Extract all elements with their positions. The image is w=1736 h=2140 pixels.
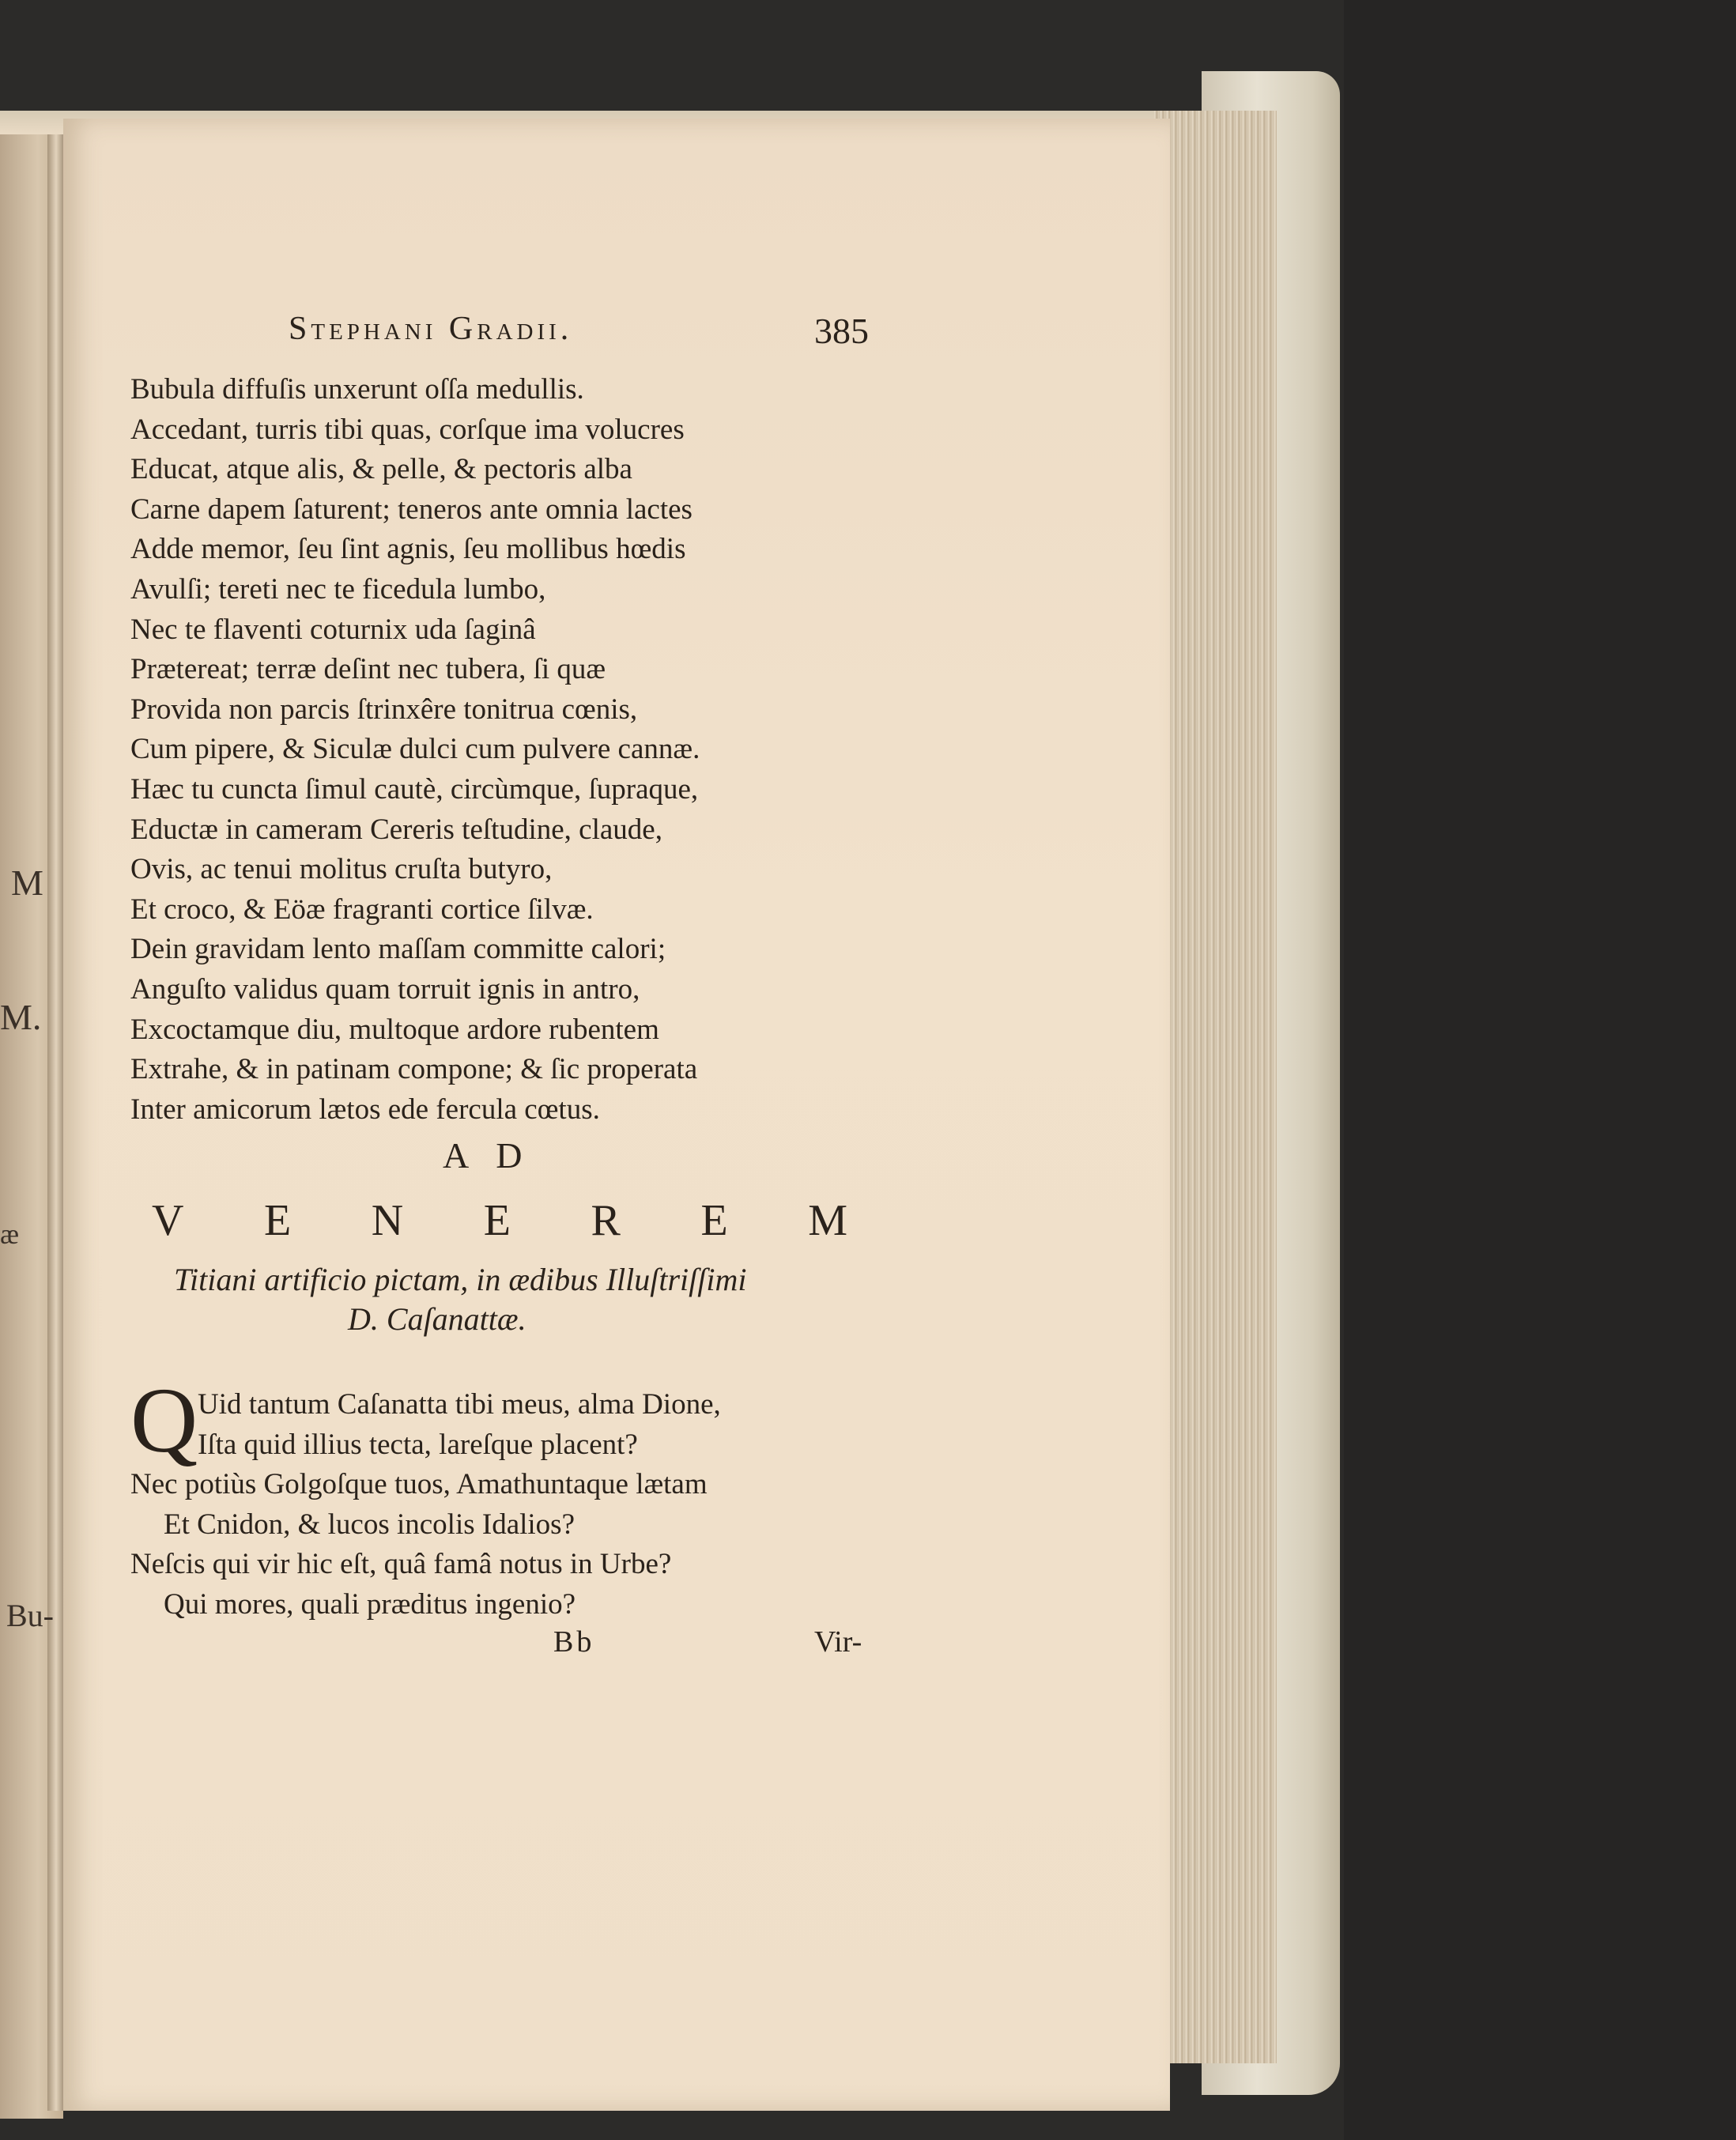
verse-block — [130, 370, 700, 1130]
verse-line: Adde memor, ſeu ſint agnis, ſeu mollibus hœdis — [130, 533, 686, 566]
poem-line: Neſcis qui vir hic eſt, quâ famâ notus in Urbe? — [130, 1548, 672, 1581]
verse-line: Prætereat; terræ deſint nec tubera, ſi quæ — [130, 653, 606, 686]
facing-page-letter: M — [11, 862, 43, 903]
title-letter: E — [483, 1196, 511, 1245]
verse-line: Eductæ in cameram Cereris teſtudine, claude, — [130, 813, 662, 846]
drop-cap: Q — [130, 1368, 198, 1472]
verse-line: Et croco, & Eöæ fragranti cortice ſilvæ. — [130, 893, 594, 926]
poem-line: Et Cnidon, & lucos incolis Idalios? — [164, 1508, 576, 1541]
title-letter: R — [591, 1196, 621, 1245]
page-number: 385 — [814, 311, 869, 351]
verse-line: Extrahe, & in patinam compone; & ſic properata — [130, 1053, 698, 1086]
facing-page-catchword: Bu- — [6, 1598, 54, 1633]
verse-line: Ovis, ac tenui molitus cruſta butyro, — [130, 853, 553, 886]
poem-line: Uid tantum Caſanatta tibi meus, alma Dione, — [198, 1388, 721, 1421]
title-letter: N — [371, 1196, 404, 1245]
title-letter: M — [808, 1196, 847, 1245]
poem-subtitle: D. Caſanattæ. — [348, 1301, 526, 1337]
verse-line: Inter amicorum lætos ede fercula cœtus. — [130, 1093, 600, 1126]
verse-line: Educat, atque alis, & pelle, & pectoris alba — [130, 453, 632, 486]
catchword: Vir- — [814, 1625, 862, 1659]
verse-line: Provida non parcis ſtrinxêre tonitrua cœnis, — [130, 693, 638, 726]
facing-page-letter: M. — [0, 997, 42, 1037]
verse-line: Dein gravidam lento maſſam committe calori; — [130, 933, 666, 966]
verse-line: Avulſi; tereti nec te ficedula lumbo, — [130, 572, 546, 606]
poem-title-ad: AD — [443, 1135, 549, 1176]
verse-line: Nec te flaventi coturnix uda ſaginâ — [130, 613, 536, 646]
poem-line: Nec potiùs Golgoſque tuos, Amathuntaque lætam — [130, 1468, 708, 1501]
verse-line: Accedant, turris tibi quas, corſque ima volucres — [130, 413, 685, 446]
poem-title-venerem — [152, 1195, 847, 1246]
title-letter: E — [700, 1196, 728, 1245]
facing-page-letter: æ — [0, 1218, 20, 1250]
gutter — [47, 119, 65, 2111]
running-head: Stephani Gradii. — [289, 311, 573, 347]
title-letter: E — [264, 1196, 292, 1245]
verse-line: Carne dapem ſaturent; teneros ante omnia lactes — [130, 493, 693, 526]
verse-line: Excoctamque diu, multoque ardore rubentem — [130, 1013, 659, 1046]
elegy-block — [130, 1385, 721, 1625]
signature-mark: Bb — [553, 1625, 595, 1659]
verse-line: Anguſto validus quam torruit ignis in antro, — [130, 972, 640, 1006]
verse-line: Cum pipere, & Siculæ dulci cum pulvere cannæ. — [130, 733, 700, 766]
poem-line: Qui mores, quali præditus ingenio? — [164, 1587, 576, 1621]
poem-line: Iſta quid illius tecta, lareſque placent? — [198, 1428, 638, 1461]
verse-line: Hæc tu cuncta ſimul cautè, circùmque, ſupraque, — [130, 772, 699, 806]
poem-subtitle: Titiani artificio pictam, in ædibus Illuſtriſſimi — [174, 1262, 747, 1297]
verse-line: Bubula diffuſis unxerunt oſſa medullis. — [130, 373, 584, 406]
title-letter: V — [152, 1196, 184, 1245]
background-right — [1344, 0, 1736, 2140]
